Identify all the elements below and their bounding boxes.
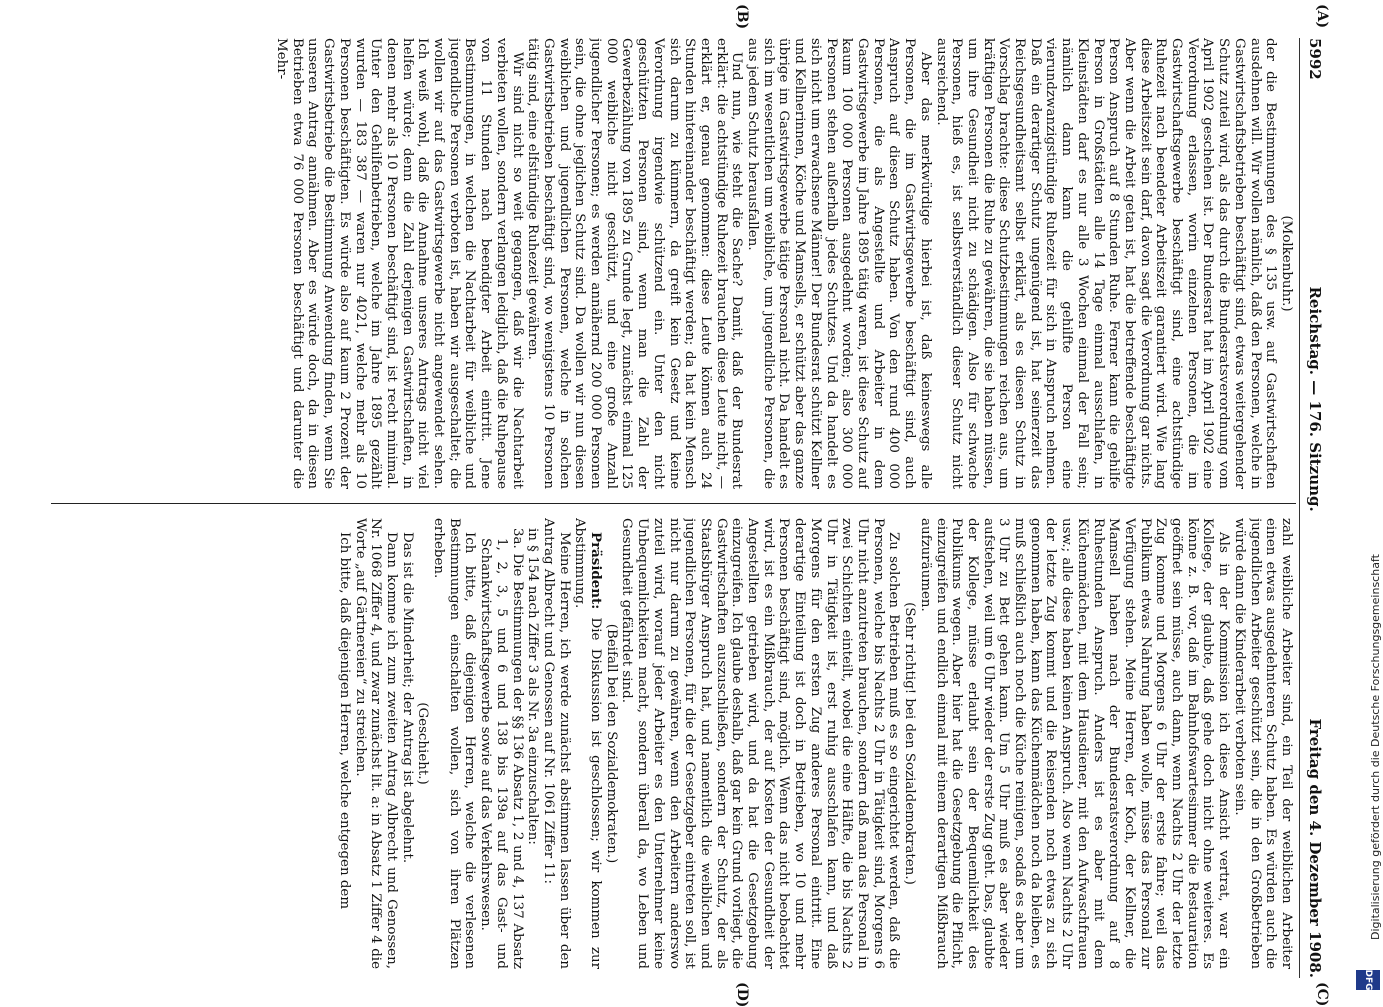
paragraph: der die Bestimmungen des § 135 usw. auf Gastwirtschaften ausdehnen will. Wir wollen nämlich, daß den Personen, welche in Gastwirtschaftsbetrieben beschäftigt sind, etwas weitergehender Schutz zuteil wird, als das durch die Bundesratsverordnung vom April 1902 geschehen ist. Der Bundesrat hat im April 1902 eine Verordnung erlassen, worin einzelnen Personen, die im Gastwirtschaftsgewerbe beschäftigt sind, eine achtstündige Ruhezeit nach beendeter Arbeitszeit garantiert wird. Wie lang diese Arbeitszeit sein darf, davon sagt die Verordnung gar nichts. Aber wenn die Arbeit getan ist, hat die betreffende beschäftigte Person Anspruch auf 8 Stunden Ruhe. Ferner kann die gehilfe Person in Großstädten alle 14 Tage einmal ausschlafen, in Kleinstädten darf es nur alle 3 Wochen einmal der Fall sein; nämlich dann kann die gehilfte Person eine vierundzwanzigstündige Ruhezeit für sich in Anspruch nehmen. Daß ein derartiger Schutz ungenügend ist, hat seinerzeit das Reichsgesundheitsamt selbst erklärt, als es diesen Schutz in Vorschlag brachte: diese Schutzbestimmungen reichen aus, um kräftigen Personen die Ruhe zu gewähren, die sie haben müssen, um ihre Gesundheit nicht zu schädigen. Also für schwache Personen, hieß es, ist selbstverständlich dieser Schutz nicht ausreichend. <box>933 38 1279 489</box>
digitization-credit: Digitalisierung gefördert durch die Deutsche Forschungsgemeinschaft <box>1369 554 1382 940</box>
president-label: Präsident: <box>588 532 605 610</box>
paragraph: Als in der Kommission ich diese Ansicht vertrat, war ein Kollege, der glaubte, daß gehe doch nicht ohne weiteres. Es könne z. B. vor, daß im Bahnhofswartesimmer die Restauration geöffnet sein müsse, auch dann, wenn Nachts 2 Uhr der letzte Zug komme und Morgens 6 Uhr der erste fahre; weil das Publikum etwas Nahrung haben wolle, müsse das Personal zur Verfügung stehen. Meine Herren, der Koch, der Kellner, die Mamsell haben nach der Bundesratsverordnung auf 8 Ruhestunden Anspruch. Anders ist es aber mit dem Küchenmädchen, mit dem Hausdiener, mit den Aufwaschfrauen usw.; alle diese haben keinen Anspruch. Also wenn Nachts 2 Uhr der letzte Zug kommt und die Reisenden noch etwas zu sich genommen haben, kann das Küchenmädchen noch da bleiben, es muß schließlich auch noch die Küche reinigen, sodaß es aber um 3 Uhr zu Bett gehen kann. Um 5 Uhr muß es aber wieder aufstehen, weil um 6 Uhr wieder der erste Zug geht. Das, glaubte der Kollege, müsse erlaubt sein der Bequemlichkeit des Publikums wegen. Aber hier hat die Gesetzgebung die Pflicht, einzugreifen und endlich einmal mit einem derartigen Mißbrauch aufzuräumen. <box>917 518 1232 969</box>
president-text: Die Diskussion ist geschlossen; wir kommen zur Abstimmung. <box>572 518 604 969</box>
dfg-logo: DFG <box>1356 970 1380 990</box>
header-title: Reichstag. — 176. Sitzung. <box>1306 286 1324 512</box>
paragraph: Dann komme ich zum zweiten Antrag Albrecht und Genossen, Nr. 1068 Ziffer 4, und zwar zunächst lit. a: in Absatz 1 Ziffer 4 die Worte „auf Gärtnereien“ zu streichen. <box>352 518 399 969</box>
paragraph: Wir sind nicht so weit gegangen, daß wir die Nachtarbeit verbieten wollen, sondern verlangen lediglich, daß die Ruhepause von 11 Stunden nach beendigter Arbeit eintritt. Jene Bestimmungen, in welchen die Nachtarbeit für weibliche und jugendliche Personen verboten ist, haben wir ausgeschaltet; die wollen wir auf das Gastwirtsgewerbe nicht angewendet sehen. Ich weiß wohl, daß die Annahme unseres Antrags nicht viel helfen würde; denn die Zahl derjenigen Gastwirtschaften, in denen mehr als 10 Personen beschäftigt sind, ist recht minimal. Unter den Gehilfenbetrieben, welche im Jahre 1895 gezählt wurden — 183 387 — waren nur 4021, welche mehr als 10 Personen beschäftigten. Es würde also auf kaum 2 Prozent der Gastwirtsbetriebe die Bestimmung Anwendung finden, wenn Sie unseren Antrag annähmen. Aber es würde doch, da in diesen Betrieben etwa 76 000 Personen beschäftigt und darunter die Mehr- <box>274 38 525 489</box>
motion-text: in § 154 nach Ziffer 3 als Nr. 3a einzuschalten: <box>525 528 541 845</box>
margin-marker-d: (D) <box>734 982 750 1007</box>
paragraph: Aber das merkwürdige hierbei ist, daß keineswegs alle Personen, die im Gastwirtsgewerbe beschäftigt sind, auch Anspruch auf diesen Schutz haben. Von den rund 400 000 Personen, die als Angestellte und Arbeiter in dem Gastwirtsgewerbe im Jahre 1895 tätig waren, ist diese Schutz auf kaum 100 000 Personen ausgedehnt worden; also 300 000 Personen stehen außerhalb jedes Schutzes. Und da handelt es sich nicht um erwachsene Männer! Der Bundesrat schützt Kellner und Kellnerinnen, Köche und Mamsells, er schützt aber das ganze übrige im Gastwirtsgewerbe tätige Personal nicht. Da handelt es sich im wesentlichen um weibliche, um jugendliche Personen, die aus jedem Schutz herausfallen. <box>745 38 933 489</box>
paragraph: Zu solchen Betrieben muß es so eingerichtet werden, daß die Personen, welche bis Nachts 2 Uhr in Tätigkeit sind, Morgens 6 Uhr nicht anzutreten brauchen, sondern daß man das Personal in zwei Schichten einteilt, wobei die eine Hälfte, die bis Nachts 2 Uhr in Tätigkeit ist, erst ruhig ausschlafen kann, und daß Morgens für den ersten Zug anderes Personal eintritt. Eine derartige Einteilung ist doch in Betrieben, wo 10 und mehr Personen beschäftigt sind, möglich. Wenn das nicht beobachtet wird, ist es ein Mißbrauch, der auf Kosten der Gesundheit der Angestellten getrieben wird, und da hat die Gesetzgebung einzugreifen. Ich glaube deshalb, daß gar kein Grund vorliegt, die Gastwirtschaften auszuschließen, sondern der Schutz, der als Staatsbürger Anspruch hat, und namentlich die weiblichen und jugendlichen Personen, für die der Gesetzgeber eintreten soll, ist nicht nur darum zu gewähren, wenn den Arbeitern anderswo zuteil wird, worauf jeder Arbeiter es den Unternehmer keine Unbequemlichkeiten macht, sondern überall da, wo Leben und Gesundheit gefährdet sind. <box>619 518 902 969</box>
left-column <box>59 38 1294 489</box>
paragraph: Meine Herren, ich werde zunächst abstimmen lassen über den Antrag Albrecht und Genossen auf Nr. 1061 Ziffer 11: <box>540 518 572 969</box>
column-divider <box>51 503 1296 504</box>
right-column <box>59 518 1294 969</box>
margin-marker-c: (C) <box>1314 982 1330 1007</box>
interjection: (Sehr richtig! bei den Sozialdemokraten.) <box>902 602 918 885</box>
paragraph: Und nun, wie steht die Sache? Damit, daß der Bundesrat erklärt: die achtstündige Ruhezeit brauchen diese Leute nicht, — erklärt er, genau genommen: diese Leute können auch 24 Stunden hintereinander beschäftigt werden; da hat kein Mensch sich darum zu kümmern, da greift kein Gesetz und keine Verordnung irgendwie schützend ein. Unter den nicht geschützten Personen sind, wenn man die Zahl der Gewerbezählung von 1895 zu Grunde legt, zunächst einmal 125 000 weibliche nicht geschützt, und eine große Anzahl jugendlicher Personen; es werden annähernd 200 000 Personen sein, die ohne jeglichen Schutz sind. Da wollen wir nun diesen weiblichen und jugendlichen Personen, welche in solchen Gastwirtsbetrieben beschäftigt sind, wo wenigstens 10 Personen tätig sind, eine elfstündige Ruhezeit gewähren. <box>525 38 745 489</box>
rotated-document-page <box>40 4 1330 1007</box>
margin-marker-a: (A) <box>1314 4 1330 29</box>
margin-marker-b: (B) <box>734 4 750 30</box>
president-paragraph <box>572 518 603 969</box>
interjection: (Beifall bei den Sozialdemokraten.) <box>603 623 619 864</box>
header-date: Freitag den 4. Dezember 1908. <box>1306 718 1324 978</box>
speaker-name: (Molkenbuhr.) <box>1279 215 1294 312</box>
paragraph: Ich bitte, daß diejenigen Herren, welche entgegen dem <box>336 532 352 910</box>
motion-text: 3a. Die Bestimmungen der §§ 136 Absatz 1, 2 und 4, 137 Absatz 1, 2, 3, 5 und 6 und 138 bis 139a auf das Gast- und Schankwirtschaftsgewerbe sowie auf das Verkehrswesen. <box>478 528 525 969</box>
interjection: (Geschieht.) <box>415 702 431 785</box>
page-header <box>1299 38 1330 978</box>
paragraph: Das ist die Minderheit; der Antrag ist abgelehnt. <box>399 532 415 864</box>
page-number: 5992 <box>1306 38 1324 80</box>
paragraph: zahl weibliche Arbeiter sind, ein Teil der weiblichen Arbeiter einen etwas ausgedehnteren Schutz haben. Es würden auch die jugendlichen Arbeiter geschützt sein, die in den Großbetrieben würde dann die Kinderarbeit verboten sein. <box>1231 518 1294 969</box>
paragraph: Ich bitte, daß diejenigen Herren, welche die verlesenen Bestimmungen einschalten wollen, sich von ihren Plätzen erheben. <box>431 518 478 969</box>
